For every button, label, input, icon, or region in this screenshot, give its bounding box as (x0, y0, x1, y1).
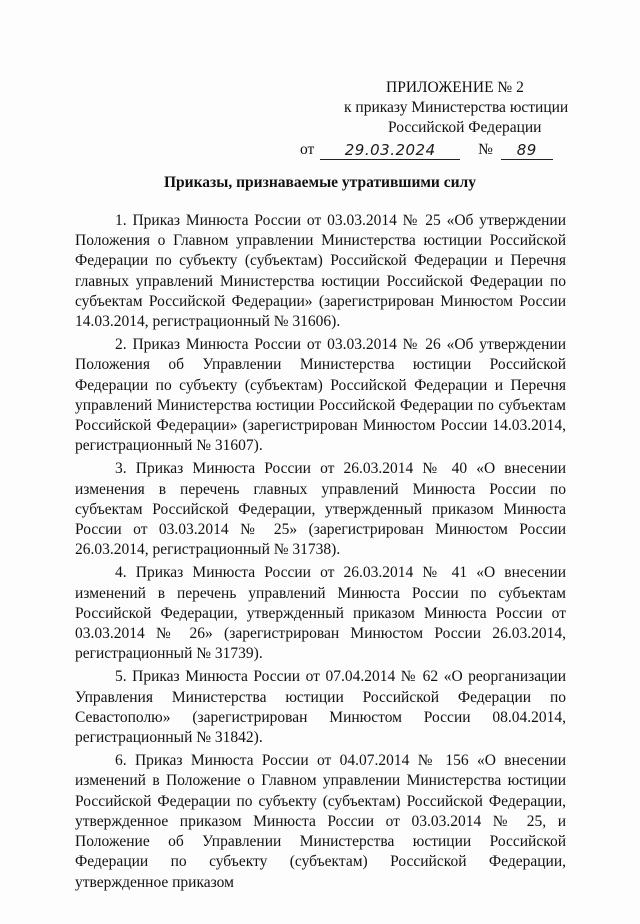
from-label: от (300, 141, 315, 158)
handwritten-date: 29.03.2024 (320, 141, 460, 160)
list-item: 1. Приказ Минюста России от 03.03.2014 № 25 «Об утверждении Положения о Главном управлении Министерства юстиции Российской Федерации по субъекту (субъектам) Российской Федерации и Перечня главных управлений Министерства юстиции Российской Федерации по субъектам Российской Федерации» (зарегистрирован Минюстом России 14.03.2014, регистрационный № 31606). (75, 212, 566, 331)
appendix-title: ПРИЛОЖЕНИЕ № 2 (386, 79, 524, 96)
handwritten-number: 89 (501, 141, 553, 160)
list-item: 4. Приказ Минюста России от 26.03.2014 № 41 «О внесении изменений в перечень управлений Минюста России по субъектам Российской Федерации, утвержденный приказом Минюста России от 03.03.2014 № 26» (зарегистрирован Минюстом России 26.03.2014, регистрационный № 31739). (75, 564, 566, 663)
number-label: № (478, 141, 493, 158)
appendix-federation: Российской Федерации (388, 119, 542, 136)
appendix-header (300, 78, 570, 160)
list-item: 6. Приказ Минюста России от 04.07.2014 № 156 «О внесении изменений в Положение о Главном управлении Министерства юстиции Российской Федерации по субъекту (субъектам) Российской Федерации, утвержденное приказом Минюста России от 03.03.2014 № 25, и Положение об Управлении Министерства юстиции Российской Федерации по субъекту (субъектам) Российской Федерации, утвержденное приказом (75, 752, 566, 891)
list-item: 3. Приказ Минюста России от 26.03.2014 № 40 «О внесении изменения в перечень главных управлений Минюста России по субъектам Российской Федерации, утвержденный приказом Минюста России от 03.03.2014 № 25» (зарегистрирован Минюстом России 26.03.2014, регистрационный № 31738). (75, 460, 566, 559)
list-item: 2. Приказ Минюста России от 03.03.2014 № 26 «Об утверждении Положения об Управлении Министерства юстиции Российской Федерации по субъекту (субъектам) Российской Федерации и Перечня управлений Министерства юстиции Российской Федерации по субъектам Российской Федерации» (зарегистрирован Минюстом России 14.03.2014, регистрационный № 31607). (75, 336, 566, 455)
appendix-date-number-row (300, 140, 570, 160)
document-title: Приказы, признаваемые утратившими силу (163, 174, 476, 191)
items-list (75, 211, 566, 896)
list-item: 5. Приказ Минюста России от 07.04.2014 № 62 «О реорганизации Управления Министерства юстиции Российской Федерации по Севастополю» (зарегистрирован Минюстом России 08.04.2014, регистрационный № 31842). (75, 668, 566, 747)
appendix-to-order: к приказу Министерства юстиции (344, 99, 569, 116)
